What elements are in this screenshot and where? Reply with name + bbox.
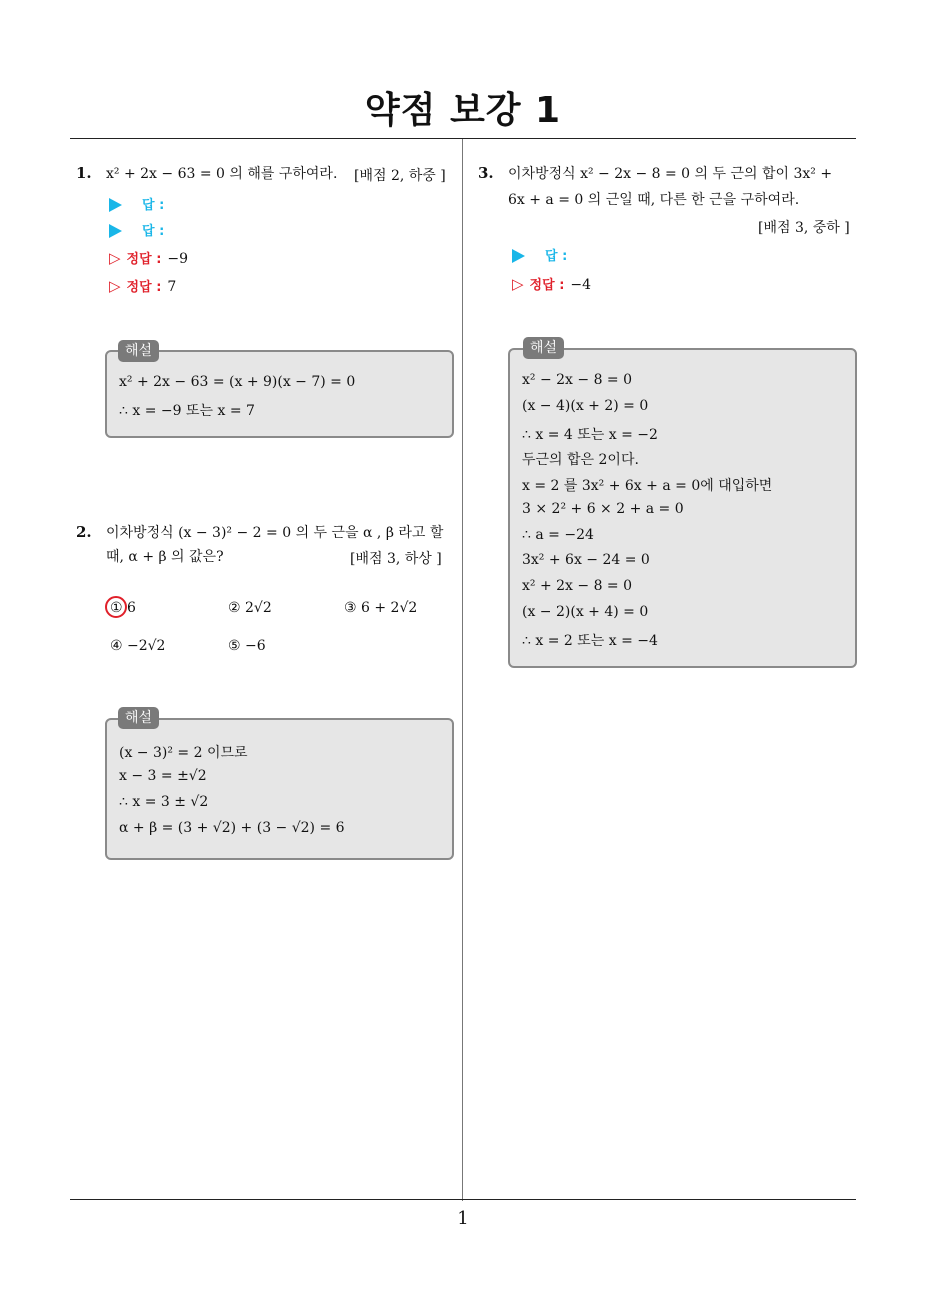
explanation-line: ∴ x = 4 또는 x = −2 [522,427,658,443]
explanation-line: x − 3 = ±√2 [119,768,207,784]
explanation-line: (x − 4)(x + 2) = 0 [522,398,649,414]
choice-2[interactable]: ② 2√2 [228,600,272,616]
question-meta: [배점 3, 중하 ] [758,220,850,236]
explanation-tag: 해설 [118,340,159,362]
column-divider [462,139,463,1201]
question-number: 1. [76,164,92,182]
outline-triangle-icon: ▷ [512,275,524,293]
explanation-line: 두근의 합은 2이다. [522,452,639,468]
answer-label: 답 : [545,249,568,264]
answer-label: 답 : [142,198,165,213]
correct-label: 정답 : [126,280,162,295]
explanation-line: x² + 2x − 63 = (x + 9)(x − 7) = 0 [119,374,356,390]
explanation-line: ∴ a = −24 [522,527,594,543]
explanation-line: 3 × 2² + 6 × 2 + a = 0 [522,501,684,517]
question-text-line-1: 이차방정식 x² − 2x − 8 = 0 의 두 근의 합이 3x² + [508,166,833,182]
question-number: 2. [76,523,92,541]
play-icon [512,249,525,263]
explanation-line: ∴ x = 3 ± √2 [119,794,209,810]
correct-label: 정답 : [529,278,565,293]
page-number: 1 [457,1208,469,1229]
question-meta: [배점 3, 하상 ] [350,551,442,567]
explanation-line: 3x² + 6x − 24 = 0 [522,552,650,568]
answer-row-2 [109,219,164,243]
explanation-line: (x − 3)² = 2 이므로 [119,745,248,761]
answer-row [512,244,567,268]
question-meta: [배점 2, 하중 ] [354,168,446,184]
correct-answer: −4 [570,277,592,293]
explanation-line: x² − 2x − 8 = 0 [522,372,633,388]
explanation-box-3 [508,348,857,668]
explanation-box-1 [105,350,454,438]
title-divider [70,138,856,139]
choice-3[interactable]: ③ 6 + 2√2 [344,600,418,616]
explanation-line: x² + 2x − 8 = 0 [522,578,633,594]
answer-row-1 [109,193,164,217]
explanation-line: (x − 2)(x + 4) = 0 [522,604,649,620]
correct-answer-row-2 [109,274,176,298]
correct-label: 정답 : [126,252,162,267]
explanation-line: ∴ x = 2 또는 x = −4 [522,633,658,649]
correct-answer-row [512,272,591,296]
question-text-line-2: 때, α + β 의 값은? [106,549,224,565]
correct-answer: −9 [167,251,189,267]
outline-triangle-icon: ▷ [109,249,121,267]
correct-answer-row-1 [109,246,188,270]
explanation-box-2 [105,718,454,860]
explanation-tag: 해설 [118,707,159,729]
question-text: x² + 2x − 63 = 0 의 해를 구하여라. [106,166,338,182]
explanation-line: α + β = (3 + √2) + (3 − √2) = 6 [119,820,345,836]
explanation-tag: 해설 [523,337,564,359]
choice-4[interactable]: ④ −2√2 [110,638,166,654]
correct-answer: 7 [167,279,177,295]
question-text-line-1: 이차방정식 (x − 3)² − 2 = 0 의 두 근을 α , β 라고 할 [106,525,444,541]
answer-label: 답 : [142,224,165,239]
play-icon [109,198,122,212]
explanation-line: ∴ x = −9 또는 x = 7 [119,403,255,419]
play-icon [109,224,122,238]
question-number: 3. [478,164,494,182]
choice-1[interactable]: ① 6 [110,600,136,616]
page-title: 약점 보강 1 [364,90,562,131]
outline-triangle-icon: ▷ [109,277,121,295]
explanation-line: x = 2 를 3x² + 6x + a = 0에 대입하면 [522,478,773,494]
footer-divider [70,1199,856,1200]
question-text-line-2: 6x + a = 0 의 근일 때, 다른 한 근을 구하여라. [508,192,800,208]
choice-5[interactable]: ⑤ −6 [228,638,266,654]
